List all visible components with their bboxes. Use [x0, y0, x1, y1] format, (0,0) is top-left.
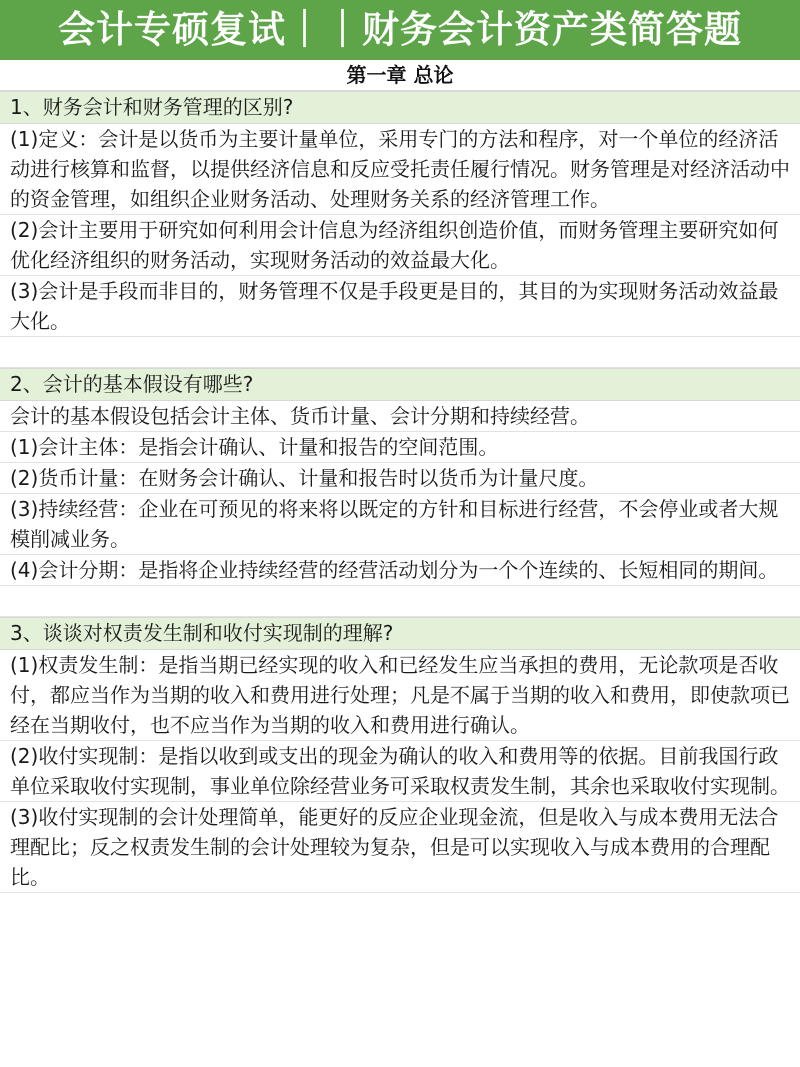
answer-paragraph: (4)会计分期：是指将企业持续经营的经营活动划分为一个个连续的、长短相同的期间。 — [0, 555, 800, 586]
page-title: 会计专硕复试｜｜财务会计资产类简答题 — [0, 0, 800, 60]
section-1 — [0, 91, 800, 368]
answer-paragraph: (2)收付实现制：是指以收到或支出的现金为确认的收入和费用等的依据。目前我国行政单位采取收付实现制，事业单位除经营业务可采取权责发生制，其余也采取收付实现制。 — [0, 741, 800, 802]
blank-row — [0, 337, 800, 368]
question-heading-2: 2、会计的基本假设有哪些? — [0, 368, 800, 401]
answer-paragraph: (2)货币计量：在财务会计确认、计量和报告时以货币为计量尺度。 — [0, 463, 800, 494]
answer-paragraph: (3)收付实现制的会计处理简单，能更好的反应企业现金流，但是收入与成本费用无法合理配比；反之权责发生制的会计处理较为复杂，但是可以实现收入与成本费用的合理配比。 — [0, 802, 800, 893]
answer-paragraph: 会计的基本假设包括会计主体、货币计量、会计分期和持续经营。 — [0, 401, 800, 432]
answer-paragraph: (2)会计主要用于研究如何利用会计信息为经济组织创造价值，而财务管理主要研究如何优化经济组织的财务活动，实现财务活动的效益最大化。 — [0, 215, 800, 276]
answer-paragraph: (1)会计主体：是指会计确认、计量和报告的空间范围。 — [0, 432, 800, 463]
answer-paragraph: (3)持续经营：企业在可预见的将来将以既定的方针和目标进行经营，不会停业或者大规模削减业务。 — [0, 494, 800, 555]
blank-row — [0, 586, 800, 617]
answer-paragraph: (1)定义：会计是以货币为主要计量单位，采用专门的方法和程序，对一个单位的经济活动进行核算和监督，以提供经济信息和反应受托责任履行情况。财务管理是对经济活动中的资金管理，如组织企业财务活动、处理财务关系的经济管理工作。 — [0, 124, 800, 215]
question-heading-1: 1、财务会计和财务管理的区别? — [0, 91, 800, 124]
section-2 — [0, 368, 800, 617]
question-heading-3: 3、谈谈对权责发生制和收付实现制的理解? — [0, 617, 800, 650]
answer-paragraph: (3)会计是手段而非目的，财务管理不仅是手段更是目的，其目的为实现财务活动效益最大化。 — [0, 276, 800, 337]
section-3 — [0, 617, 800, 893]
answer-paragraph: (1)权责发生制：是指当期已经实现的收入和已经发生应当承担的费用，无论款项是否收付，都应当作为当期的收入和费用进行处理；凡是不属于当期的收入和费用，即使款项已经在当期收付，也不应当作为当期的收入和费用进行确认。 — [0, 650, 800, 741]
chapter-title: 第一章 总论 — [0, 60, 800, 91]
